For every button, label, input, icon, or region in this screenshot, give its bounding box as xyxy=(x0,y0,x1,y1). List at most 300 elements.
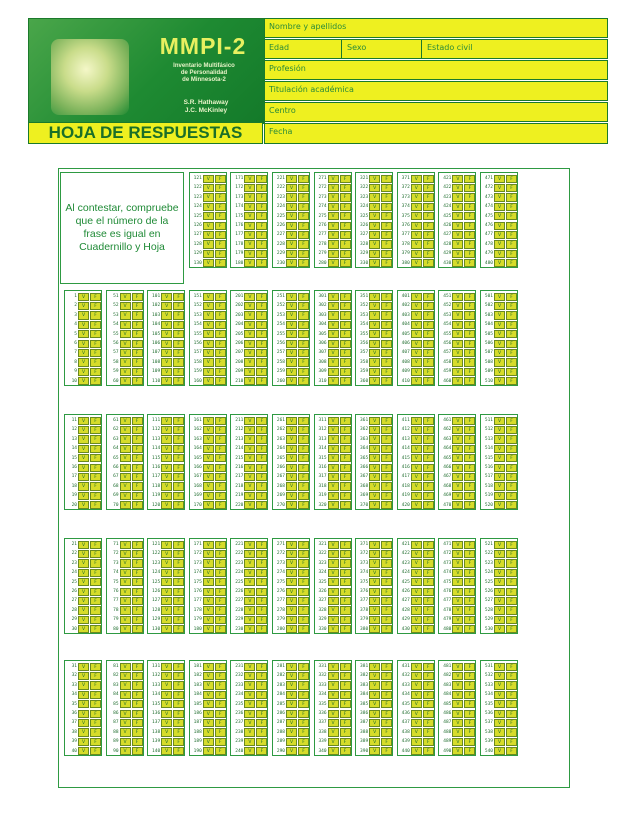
false-bubble[interactable]: F xyxy=(298,368,309,376)
false-bubble[interactable]: F xyxy=(464,340,475,348)
true-bubble[interactable]: V xyxy=(78,417,89,425)
false-bubble[interactable]: F xyxy=(132,501,143,509)
false-bubble[interactable]: F xyxy=(215,738,226,746)
false-bubble[interactable]: F xyxy=(381,728,392,736)
true-bubble[interactable]: V xyxy=(286,293,297,301)
true-bubble[interactable]: V xyxy=(494,417,505,425)
false-bubble[interactable]: F xyxy=(340,222,351,230)
true-bubble[interactable]: V xyxy=(494,454,505,462)
false-bubble[interactable]: F xyxy=(90,719,101,727)
false-bubble[interactable]: F xyxy=(464,691,475,699)
false-bubble[interactable]: F xyxy=(298,222,309,230)
false-bubble[interactable]: F xyxy=(132,738,143,746)
true-bubble[interactable]: V xyxy=(244,454,255,462)
false-bubble[interactable]: F xyxy=(298,193,309,201)
false-bubble[interactable]: F xyxy=(381,606,392,614)
true-bubble[interactable]: V xyxy=(369,473,380,481)
false-bubble[interactable]: F xyxy=(298,377,309,385)
true-bubble[interactable]: V xyxy=(203,175,214,183)
true-bubble[interactable]: V xyxy=(328,578,339,586)
false-bubble[interactable]: F xyxy=(298,625,309,633)
false-bubble[interactable]: F xyxy=(464,747,475,755)
true-bubble[interactable]: V xyxy=(244,358,255,366)
true-bubble[interactable]: V xyxy=(452,501,463,509)
true-bubble[interactable]: V xyxy=(411,663,422,671)
true-bubble[interactable]: V xyxy=(244,482,255,490)
false-bubble[interactable]: F xyxy=(90,311,101,319)
true-bubble[interactable]: V xyxy=(286,700,297,708)
false-bubble[interactable]: F xyxy=(381,588,392,596)
false-bubble[interactable]: F xyxy=(381,473,392,481)
false-bubble[interactable]: F xyxy=(215,672,226,680)
false-bubble[interactable]: F xyxy=(464,550,475,558)
true-bubble[interactable]: V xyxy=(452,597,463,605)
false-bubble[interactable]: F xyxy=(381,377,392,385)
false-bubble[interactable]: F xyxy=(90,597,101,605)
false-bubble[interactable]: F xyxy=(381,293,392,301)
true-bubble[interactable]: V xyxy=(494,663,505,671)
true-bubble[interactable]: V xyxy=(203,691,214,699)
true-bubble[interactable]: V xyxy=(286,578,297,586)
false-bubble[interactable]: F xyxy=(506,597,517,605)
false-bubble[interactable]: F xyxy=(90,672,101,680)
false-bubble[interactable]: F xyxy=(173,597,184,605)
true-bubble[interactable]: V xyxy=(328,175,339,183)
true-bubble[interactable]: V xyxy=(286,681,297,689)
false-bubble[interactable]: F xyxy=(215,231,226,239)
true-bubble[interactable]: V xyxy=(161,738,172,746)
false-bubble[interactable]: F xyxy=(215,435,226,443)
true-bubble[interactable]: V xyxy=(452,203,463,211)
true-bubble[interactable]: V xyxy=(203,559,214,567)
false-bubble[interactable]: F xyxy=(298,426,309,434)
false-bubble[interactable]: F xyxy=(256,681,267,689)
true-bubble[interactable]: V xyxy=(120,377,131,385)
false-bubble[interactable]: F xyxy=(506,681,517,689)
true-bubble[interactable]: V xyxy=(328,482,339,490)
false-bubble[interactable]: F xyxy=(256,710,267,718)
true-bubble[interactable]: V xyxy=(328,501,339,509)
false-bubble[interactable]: F xyxy=(423,681,434,689)
true-bubble[interactable]: V xyxy=(78,321,89,329)
false-bubble[interactable]: F xyxy=(340,464,351,472)
true-bubble[interactable]: V xyxy=(328,710,339,718)
false-bubble[interactable]: F xyxy=(173,454,184,462)
true-bubble[interactable]: V xyxy=(494,672,505,680)
true-bubble[interactable]: V xyxy=(244,435,255,443)
true-bubble[interactable]: V xyxy=(494,349,505,357)
true-bubble[interactable]: V xyxy=(286,184,297,192)
false-bubble[interactable]: F xyxy=(506,368,517,376)
true-bubble[interactable]: V xyxy=(161,700,172,708)
true-bubble[interactable]: V xyxy=(328,454,339,462)
true-bubble[interactable]: V xyxy=(328,559,339,567)
false-bubble[interactable]: F xyxy=(340,700,351,708)
false-bubble[interactable]: F xyxy=(340,482,351,490)
false-bubble[interactable]: F xyxy=(90,340,101,348)
true-bubble[interactable]: V xyxy=(161,559,172,567)
true-bubble[interactable]: V xyxy=(78,358,89,366)
false-bubble[interactable]: F xyxy=(215,184,226,192)
true-bubble[interactable]: V xyxy=(452,212,463,220)
false-bubble[interactable]: F xyxy=(506,454,517,462)
false-bubble[interactable]: F xyxy=(256,259,267,267)
false-bubble[interactable]: F xyxy=(423,435,434,443)
false-bubble[interactable]: F xyxy=(464,492,475,500)
false-bubble[interactable]: F xyxy=(132,321,143,329)
false-bubble[interactable]: F xyxy=(256,203,267,211)
false-bubble[interactable]: F xyxy=(132,578,143,586)
false-bubble[interactable]: F xyxy=(298,321,309,329)
true-bubble[interactable]: V xyxy=(369,293,380,301)
false-bubble[interactable]: F xyxy=(173,330,184,338)
true-bubble[interactable]: V xyxy=(203,606,214,614)
true-bubble[interactable]: V xyxy=(369,311,380,319)
false-bubble[interactable]: F xyxy=(298,259,309,267)
false-bubble[interactable]: F xyxy=(173,377,184,385)
true-bubble[interactable]: V xyxy=(286,625,297,633)
false-bubble[interactable]: F xyxy=(90,368,101,376)
true-bubble[interactable]: V xyxy=(78,663,89,671)
true-bubble[interactable]: V xyxy=(411,719,422,727)
false-bubble[interactable]: F xyxy=(256,368,267,376)
true-bubble[interactable]: V xyxy=(452,663,463,671)
true-bubble[interactable]: V xyxy=(78,501,89,509)
true-bubble[interactable]: V xyxy=(286,738,297,746)
true-bubble[interactable]: V xyxy=(286,358,297,366)
false-bubble[interactable]: F xyxy=(256,541,267,549)
true-bubble[interactable]: V xyxy=(369,569,380,577)
false-bubble[interactable]: F xyxy=(173,747,184,755)
true-bubble[interactable]: V xyxy=(78,588,89,596)
true-bubble[interactable]: V xyxy=(286,597,297,605)
true-bubble[interactable]: V xyxy=(161,501,172,509)
false-bubble[interactable]: F xyxy=(381,663,392,671)
false-bubble[interactable]: F xyxy=(340,417,351,425)
false-bubble[interactable]: F xyxy=(215,482,226,490)
false-bubble[interactable]: F xyxy=(464,588,475,596)
true-bubble[interactable]: V xyxy=(203,368,214,376)
true-bubble[interactable]: V xyxy=(328,569,339,577)
true-bubble[interactable]: V xyxy=(78,719,89,727)
false-bubble[interactable]: F xyxy=(132,550,143,558)
true-bubble[interactable]: V xyxy=(369,222,380,230)
false-bubble[interactable]: F xyxy=(132,454,143,462)
false-bubble[interactable]: F xyxy=(173,492,184,500)
false-bubble[interactable]: F xyxy=(423,321,434,329)
true-bubble[interactable]: V xyxy=(203,426,214,434)
false-bubble[interactable]: F xyxy=(423,368,434,376)
true-bubble[interactable]: V xyxy=(369,368,380,376)
false-bubble[interactable]: F xyxy=(215,464,226,472)
true-bubble[interactable]: V xyxy=(120,368,131,376)
true-bubble[interactable]: V xyxy=(452,426,463,434)
false-bubble[interactable]: F xyxy=(90,349,101,357)
true-bubble[interactable]: V xyxy=(78,700,89,708)
false-bubble[interactable]: F xyxy=(298,250,309,258)
true-bubble[interactable]: V xyxy=(286,464,297,472)
true-bubble[interactable]: V xyxy=(328,691,339,699)
false-bubble[interactable]: F xyxy=(90,501,101,509)
true-bubble[interactable]: V xyxy=(328,728,339,736)
true-bubble[interactable]: V xyxy=(328,349,339,357)
true-bubble[interactable]: V xyxy=(286,222,297,230)
true-bubble[interactable]: V xyxy=(494,368,505,376)
true-bubble[interactable]: V xyxy=(161,426,172,434)
false-bubble[interactable]: F xyxy=(298,672,309,680)
true-bubble[interactable]: V xyxy=(369,482,380,490)
false-bubble[interactable]: F xyxy=(90,302,101,310)
false-bubble[interactable]: F xyxy=(381,454,392,462)
false-bubble[interactable]: F xyxy=(298,417,309,425)
false-bubble[interactable]: F xyxy=(506,569,517,577)
true-bubble[interactable]: V xyxy=(452,569,463,577)
false-bubble[interactable]: F xyxy=(381,681,392,689)
false-bubble[interactable]: F xyxy=(215,377,226,385)
true-bubble[interactable]: V xyxy=(161,616,172,624)
true-bubble[interactable]: V xyxy=(161,302,172,310)
false-bubble[interactable]: F xyxy=(173,426,184,434)
false-bubble[interactable]: F xyxy=(215,240,226,248)
false-bubble[interactable]: F xyxy=(132,616,143,624)
true-bubble[interactable]: V xyxy=(452,454,463,462)
true-bubble[interactable]: V xyxy=(244,578,255,586)
false-bubble[interactable]: F xyxy=(506,559,517,567)
true-bubble[interactable]: V xyxy=(369,377,380,385)
true-bubble[interactable]: V xyxy=(286,606,297,614)
true-bubble[interactable]: V xyxy=(452,672,463,680)
true-bubble[interactable]: V xyxy=(328,250,339,258)
true-bubble[interactable]: V xyxy=(120,672,131,680)
true-bubble[interactable]: V xyxy=(161,377,172,385)
true-bubble[interactable]: V xyxy=(286,426,297,434)
false-bubble[interactable]: F xyxy=(90,550,101,558)
false-bubble[interactable]: F xyxy=(215,473,226,481)
false-bubble[interactable]: F xyxy=(256,340,267,348)
true-bubble[interactable]: V xyxy=(411,738,422,746)
true-bubble[interactable]: V xyxy=(203,330,214,338)
false-bubble[interactable]: F xyxy=(215,203,226,211)
false-bubble[interactable]: F xyxy=(132,588,143,596)
false-bubble[interactable]: F xyxy=(132,672,143,680)
false-bubble[interactable]: F xyxy=(132,435,143,443)
false-bubble[interactable]: F xyxy=(423,311,434,319)
false-bubble[interactable]: F xyxy=(298,492,309,500)
false-bubble[interactable]: F xyxy=(340,368,351,376)
true-bubble[interactable]: V xyxy=(411,747,422,755)
false-bubble[interactable]: F xyxy=(173,340,184,348)
true-bubble[interactable]: V xyxy=(161,747,172,755)
false-bubble[interactable]: F xyxy=(256,616,267,624)
false-bubble[interactable]: F xyxy=(256,358,267,366)
true-bubble[interactable]: V xyxy=(78,426,89,434)
false-bubble[interactable]: F xyxy=(381,578,392,586)
true-bubble[interactable]: V xyxy=(328,302,339,310)
false-bubble[interactable]: F xyxy=(340,738,351,746)
center-field[interactable] xyxy=(264,102,608,122)
true-bubble[interactable]: V xyxy=(244,330,255,338)
false-bubble[interactable]: F xyxy=(215,691,226,699)
true-bubble[interactable]: V xyxy=(78,464,89,472)
true-bubble[interactable]: V xyxy=(286,349,297,357)
false-bubble[interactable]: F xyxy=(506,728,517,736)
false-bubble[interactable]: F xyxy=(423,569,434,577)
false-bubble[interactable]: F xyxy=(132,747,143,755)
true-bubble[interactable]: V xyxy=(452,625,463,633)
true-bubble[interactable]: V xyxy=(411,293,422,301)
true-bubble[interactable]: V xyxy=(78,445,89,453)
true-bubble[interactable]: V xyxy=(328,445,339,453)
true-bubble[interactable]: V xyxy=(369,259,380,267)
false-bubble[interactable]: F xyxy=(256,184,267,192)
true-bubble[interactable]: V xyxy=(244,747,255,755)
true-bubble[interactable]: V xyxy=(452,259,463,267)
false-bubble[interactable]: F xyxy=(340,212,351,220)
true-bubble[interactable]: V xyxy=(411,222,422,230)
true-bubble[interactable]: V xyxy=(286,672,297,680)
true-bubble[interactable]: V xyxy=(161,550,172,558)
true-bubble[interactable]: V xyxy=(286,321,297,329)
false-bubble[interactable]: F xyxy=(132,464,143,472)
false-bubble[interactable]: F xyxy=(506,358,517,366)
false-bubble[interactable]: F xyxy=(132,663,143,671)
true-bubble[interactable]: V xyxy=(494,222,505,230)
true-bubble[interactable]: V xyxy=(120,578,131,586)
true-bubble[interactable]: V xyxy=(494,616,505,624)
false-bubble[interactable]: F xyxy=(215,616,226,624)
true-bubble[interactable]: V xyxy=(328,588,339,596)
true-bubble[interactable]: V xyxy=(78,710,89,718)
false-bubble[interactable]: F xyxy=(256,559,267,567)
true-bubble[interactable]: V xyxy=(203,358,214,366)
false-bubble[interactable]: F xyxy=(464,193,475,201)
false-bubble[interactable]: F xyxy=(381,349,392,357)
false-bubble[interactable]: F xyxy=(90,330,101,338)
true-bubble[interactable]: V xyxy=(286,212,297,220)
false-bubble[interactable]: F xyxy=(132,349,143,357)
true-bubble[interactable]: V xyxy=(328,240,339,248)
false-bubble[interactable]: F xyxy=(381,700,392,708)
false-bubble[interactable]: F xyxy=(464,175,475,183)
true-bubble[interactable]: V xyxy=(78,473,89,481)
true-bubble[interactable]: V xyxy=(78,293,89,301)
true-bubble[interactable]: V xyxy=(286,377,297,385)
true-bubble[interactable]: V xyxy=(203,435,214,443)
false-bubble[interactable]: F xyxy=(464,417,475,425)
true-bubble[interactable]: V xyxy=(286,454,297,462)
false-bubble[interactable]: F xyxy=(298,240,309,248)
false-bubble[interactable]: F xyxy=(340,578,351,586)
false-bubble[interactable]: F xyxy=(340,426,351,434)
false-bubble[interactable]: F xyxy=(423,231,434,239)
false-bubble[interactable]: F xyxy=(132,710,143,718)
false-bubble[interactable]: F xyxy=(298,464,309,472)
true-bubble[interactable]: V xyxy=(494,588,505,596)
false-bubble[interactable]: F xyxy=(381,222,392,230)
false-bubble[interactable]: F xyxy=(423,302,434,310)
false-bubble[interactable]: F xyxy=(506,175,517,183)
false-bubble[interactable]: F xyxy=(340,311,351,319)
true-bubble[interactable]: V xyxy=(161,681,172,689)
false-bubble[interactable]: F xyxy=(173,672,184,680)
true-bubble[interactable]: V xyxy=(161,454,172,462)
false-bubble[interactable]: F xyxy=(298,330,309,338)
true-bubble[interactable]: V xyxy=(452,435,463,443)
false-bubble[interactable]: F xyxy=(298,747,309,755)
false-bubble[interactable]: F xyxy=(90,616,101,624)
true-bubble[interactable]: V xyxy=(452,368,463,376)
false-bubble[interactable]: F xyxy=(215,625,226,633)
true-bubble[interactable]: V xyxy=(369,738,380,746)
false-bubble[interactable]: F xyxy=(256,250,267,258)
false-bubble[interactable]: F xyxy=(340,492,351,500)
true-bubble[interactable]: V xyxy=(494,445,505,453)
true-bubble[interactable]: V xyxy=(244,250,255,258)
false-bubble[interactable]: F xyxy=(423,184,434,192)
false-bubble[interactable]: F xyxy=(381,358,392,366)
true-bubble[interactable]: V xyxy=(411,302,422,310)
true-bubble[interactable]: V xyxy=(203,417,214,425)
false-bubble[interactable]: F xyxy=(340,569,351,577)
false-bubble[interactable]: F xyxy=(464,559,475,567)
true-bubble[interactable]: V xyxy=(244,691,255,699)
false-bubble[interactable]: F xyxy=(132,473,143,481)
false-bubble[interactable]: F xyxy=(506,464,517,472)
false-bubble[interactable]: F xyxy=(298,184,309,192)
true-bubble[interactable]: V xyxy=(452,578,463,586)
false-bubble[interactable]: F xyxy=(90,710,101,718)
true-bubble[interactable]: V xyxy=(203,597,214,605)
true-bubble[interactable]: V xyxy=(120,293,131,301)
true-bubble[interactable]: V xyxy=(244,672,255,680)
false-bubble[interactable]: F xyxy=(381,340,392,348)
true-bubble[interactable]: V xyxy=(411,482,422,490)
false-bubble[interactable]: F xyxy=(506,710,517,718)
true-bubble[interactable]: V xyxy=(161,672,172,680)
true-bubble[interactable]: V xyxy=(369,625,380,633)
false-bubble[interactable]: F xyxy=(215,417,226,425)
false-bubble[interactable]: F xyxy=(173,541,184,549)
false-bubble[interactable]: F xyxy=(340,663,351,671)
true-bubble[interactable]: V xyxy=(328,700,339,708)
false-bubble[interactable]: F xyxy=(298,738,309,746)
true-bubble[interactable]: V xyxy=(369,681,380,689)
true-bubble[interactable]: V xyxy=(369,710,380,718)
true-bubble[interactable]: V xyxy=(286,569,297,577)
false-bubble[interactable]: F xyxy=(173,710,184,718)
true-bubble[interactable]: V xyxy=(411,212,422,220)
true-bubble[interactable]: V xyxy=(78,625,89,633)
false-bubble[interactable]: F xyxy=(423,691,434,699)
false-bubble[interactable]: F xyxy=(298,311,309,319)
true-bubble[interactable]: V xyxy=(244,193,255,201)
false-bubble[interactable]: F xyxy=(340,250,351,258)
false-bubble[interactable]: F xyxy=(340,302,351,310)
false-bubble[interactable]: F xyxy=(90,663,101,671)
true-bubble[interactable]: V xyxy=(161,417,172,425)
true-bubble[interactable]: V xyxy=(369,606,380,614)
true-bubble[interactable]: V xyxy=(244,293,255,301)
true-bubble[interactable]: V xyxy=(203,482,214,490)
false-bubble[interactable]: F xyxy=(90,588,101,596)
true-bubble[interactable]: V xyxy=(286,435,297,443)
false-bubble[interactable]: F xyxy=(298,358,309,366)
true-bubble[interactable]: V xyxy=(120,700,131,708)
false-bubble[interactable]: F xyxy=(423,340,434,348)
true-bubble[interactable]: V xyxy=(494,231,505,239)
false-bubble[interactable]: F xyxy=(340,231,351,239)
false-bubble[interactable]: F xyxy=(464,222,475,230)
